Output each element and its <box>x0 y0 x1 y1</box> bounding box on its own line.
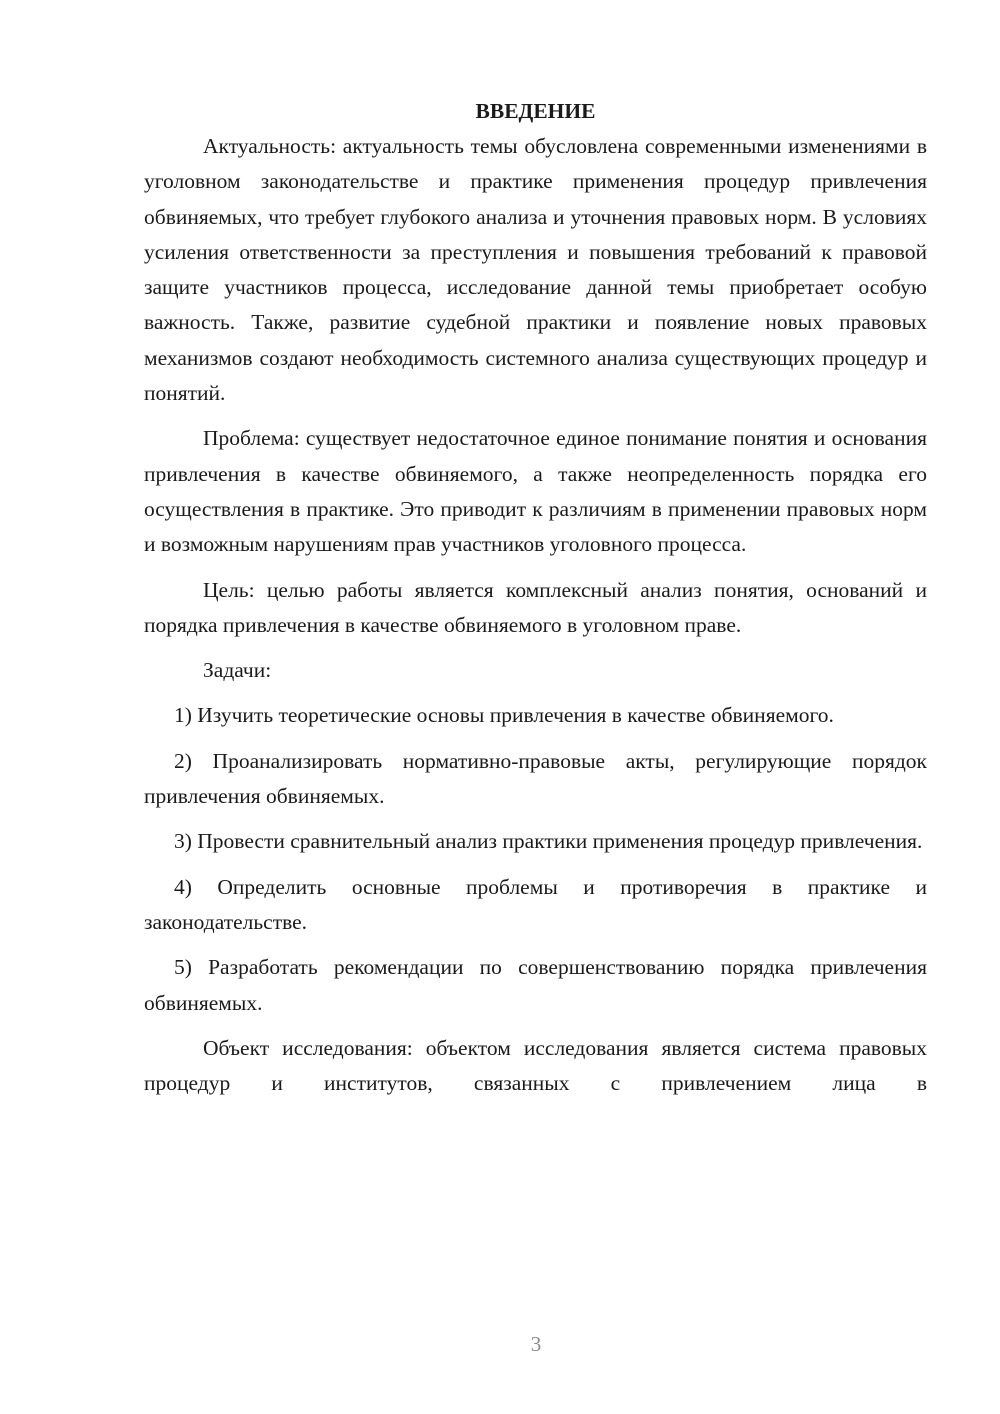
page-content <box>144 94 927 1101</box>
page-title: ВВЕДЕНИЕ <box>475 99 596 123</box>
paragraph-problem: Проблема: существует недостаточное единое понимание понятия и основания привлечения в качестве обвиняемого, а также неопределенность порядка его осуществления в практике. Это приводит к различиям в применении правовых норм и возможным нарушениям прав участников уголовного процесса. <box>144 426 927 557</box>
page-number: 3 <box>530 1332 542 1356</box>
paragraph-object: Объект исследования: объектом исследования является система правовых процедур и институтов, связанных с привлечением лица в <box>144 1035 927 1096</box>
paragraph-relevance: Актуальность: актуальность темы обусловлена современными изменениями в уголовном законодательстве и практике применения процедур привлечения обвиняемых, что требует глубокого анализа и уточнения правовых норм. В условиях усиления ответственности за преступления и повышения требований к правовой защите участников процесса, исследование данной темы приобретает особую важность. Также, развитие судебной практики и появление новых правовых механизмов создают необходимость системного анализа существующих процедур и понятий. <box>144 134 927 406</box>
tasks-title: Задачи: <box>203 658 272 683</box>
task-item: 3) Провести сравнительный анализ практики применения процедур привлечения. <box>174 829 923 854</box>
task-item: 5) Разработать рекомендации по совершенствованию порядка привлечения обвиняемых. <box>144 955 927 1015</box>
task-item: 1) Изучить теоретические основы привлечения в качестве обвиняемого. <box>174 703 834 728</box>
task-item: 2) Проанализировать нормативно-правовые акты, регулирующие порядок привлечения обвиняемых. <box>144 748 927 809</box>
paragraph-goal: Цель: целью работы является комплексный анализ понятия, оснований и порядка привлечения в качестве обвиняемого в уголовном праве. <box>144 577 927 637</box>
task-item: 4) Определить основные проблемы и противоречия в практике и законодательстве. <box>144 874 927 934</box>
